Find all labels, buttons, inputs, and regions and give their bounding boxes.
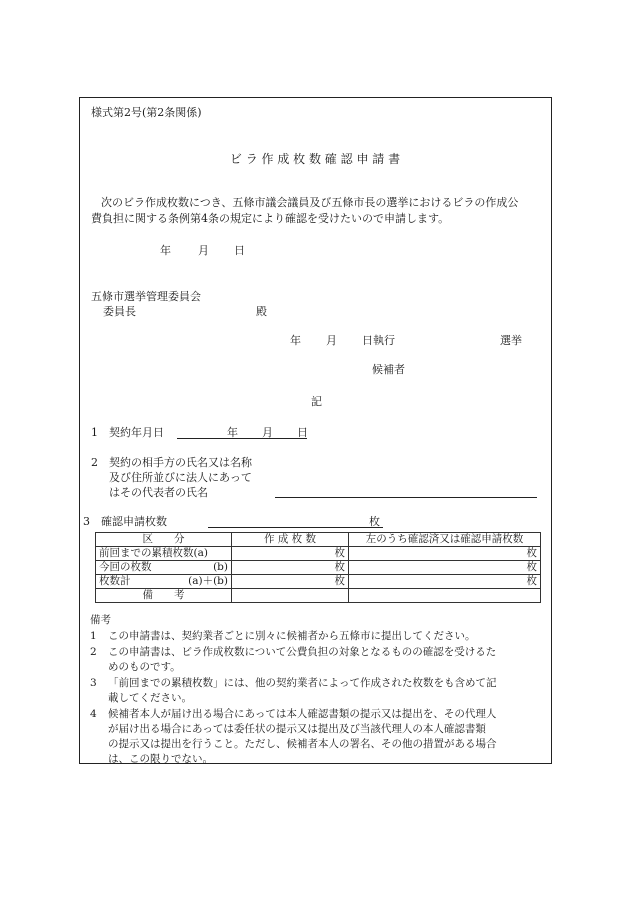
table-row [96, 547, 541, 561]
note2-text-line2: めのものです。 [108, 661, 181, 673]
item1-month: 月 [262, 426, 273, 439]
note4-text-line2: が届け出る場合にあっては委任状の提示又は提出及び当該代理人の本人確認書類 [108, 723, 486, 735]
item1-number: 1 [91, 426, 98, 439]
note4-number: 4 [90, 708, 97, 720]
election-day-held: 日執行 [362, 334, 395, 347]
item2-line3: はその代表者の氏名 [109, 486, 208, 499]
row-label-sub: (a)＋(b) [188, 575, 228, 587]
item3-unit: 枚 [369, 515, 380, 528]
note2-text-line1: この申請書は、ビラ作成枚数について公費負担の対象となるものの確認を受けるた [108, 646, 497, 658]
table-row [96, 589, 541, 603]
intro-text-line2: 費負担に関する条例第4条の規定により確認を受けたいので申請します。 [91, 212, 450, 225]
note1-number: 1 [90, 630, 97, 642]
table-row [96, 575, 541, 589]
note2-number: 2 [90, 646, 97, 658]
cell-confirmed: 枚 [349, 547, 541, 561]
cell-created: 枚 [232, 575, 349, 589]
note4-text-line3: の提示又は提出を行うこと。ただし、候補者本人の署名、その他の措置がある場合 [108, 738, 497, 750]
form-number: 様式第2号(第2条関係) [91, 106, 202, 119]
cell-confirmed: 枚 [349, 561, 541, 575]
table-header-row [96, 533, 541, 547]
row-label: 今回の枚数 [99, 561, 152, 573]
document-title: ビ ラ 作 成 枚 数 確 認 申 請 書 [229, 152, 401, 166]
row-label-cell [96, 575, 232, 589]
row-label: 枚数計 [99, 575, 131, 587]
ki-heading: 記 [311, 395, 322, 408]
date-day: 日 [234, 244, 245, 257]
row-label-sub: (b) [213, 561, 228, 573]
note3-text-line1: 「前回までの累積枚数」には、他の契約業者によって作成された枚数をも含めて記 [108, 677, 497, 689]
cell-created [232, 589, 349, 603]
row-label-cell: 備 考 [96, 589, 232, 603]
notes-heading: 備考 [90, 614, 111, 626]
header-category: 区 分 [96, 533, 232, 547]
header-confirmed-count: 左のうち確認済又は確認申請枚数 [349, 533, 541, 547]
item1-year: 年 [227, 426, 238, 439]
item1-underline [177, 438, 307, 439]
date-month: 月 [198, 244, 209, 257]
item2-number: 2 [91, 456, 98, 469]
addressee-honorific: 殿 [256, 305, 267, 318]
note4-text-line1: 候補者本人が届け出る場合にあっては本人確認書類の提示又は提出を、その代理人 [108, 708, 497, 720]
item2-line1: 契約の相手方の氏名又は名称 [109, 456, 252, 469]
note3-text-line2: 載してください。 [108, 692, 192, 704]
row-label: 前回までの累積枚数(a) [99, 547, 208, 559]
row-label-cell [96, 561, 232, 575]
item3-number: 3 [83, 515, 90, 528]
date-year: 年 [160, 244, 171, 257]
cell-created: 枚 [232, 561, 349, 575]
item3-underline [208, 527, 383, 528]
item1-label: 契約年月日 [109, 426, 164, 439]
item2-line2: 及び住所並びに法人にあって [109, 471, 252, 484]
cell-created: 枚 [232, 547, 349, 561]
count-table [95, 532, 541, 603]
item2-underline [275, 497, 537, 498]
election-month: 月 [326, 334, 337, 347]
addressee-title: 委員長 [103, 305, 136, 318]
note4-text-line4: は、この限りでない。 [108, 753, 213, 765]
cell-confirmed [349, 589, 541, 603]
cell-confirmed: 枚 [349, 575, 541, 589]
header-created-count: 作 成 枚 数 [232, 533, 349, 547]
addressee-org: 五條市選挙管理委員会 [91, 290, 201, 303]
election-year: 年 [290, 334, 301, 347]
item1-day: 日 [297, 426, 308, 439]
election-name: 選挙 [500, 334, 522, 347]
note1-text: この申請書は、契約業者ごとに別々に候補者から五條市に提出してください。 [108, 630, 476, 642]
row-label-cell [96, 547, 232, 561]
item3-label: 確認申請枚数 [101, 515, 167, 528]
table-row [96, 561, 541, 575]
note3-number: 3 [90, 677, 97, 689]
intro-text-line1: 次のビラ作成枚数につき、五條市議会議員及び五條市長の選挙におけるビラの作成公 [101, 196, 519, 209]
candidate-label: 候補者 [372, 363, 405, 376]
